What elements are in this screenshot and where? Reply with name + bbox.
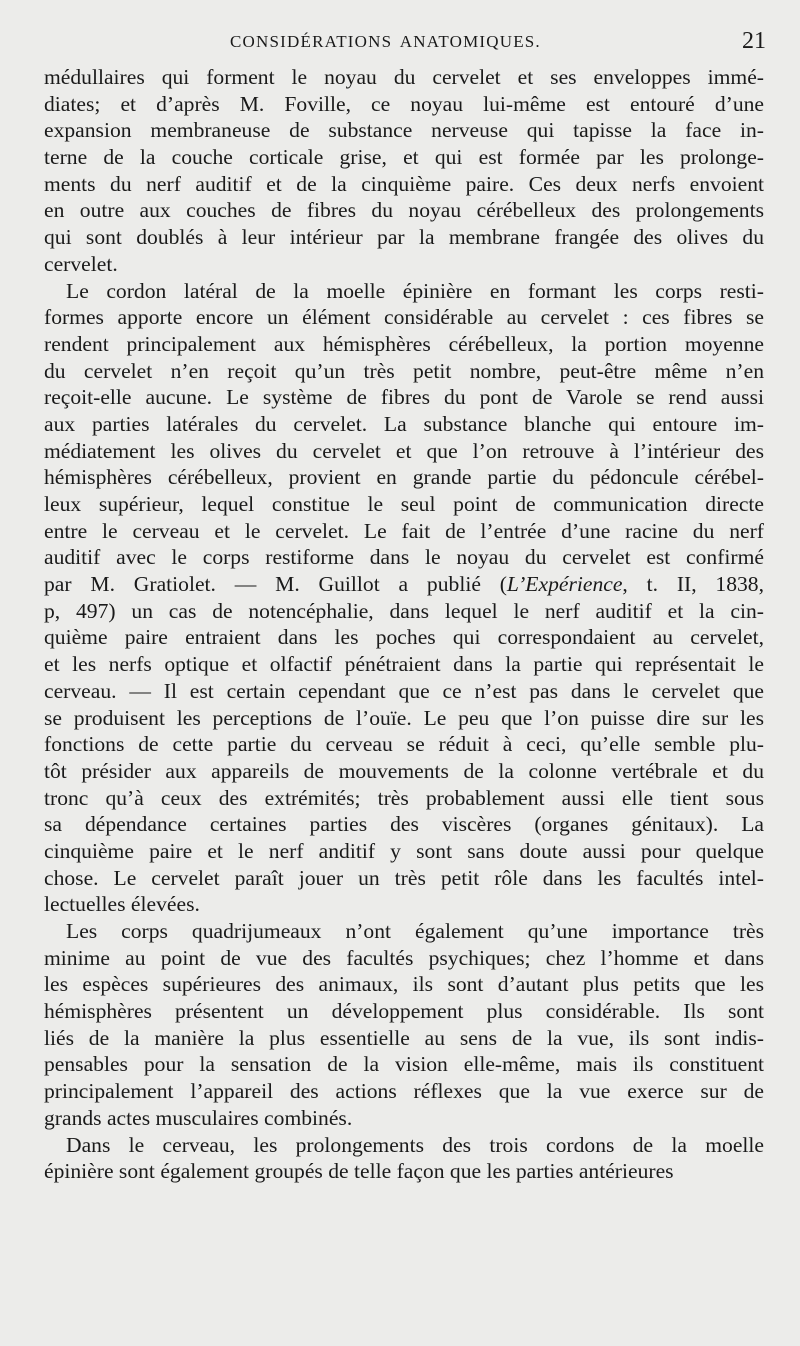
paragraph [44,918,764,1132]
text-line: cervelet. [44,251,118,276]
text-line: médiatement les olives du cervelet et que l’on retrouve à l’intérieur des [44,438,764,463]
text-line: en outre aux couches de fibres du noyau cérébelleux des prolongements [44,198,764,223]
text-line: minime au point de vue des facultés psychiques; chez l’homme et dans [44,945,764,970]
text-line: sa dépendance certaines parties des viscères (organes génitaux). La [44,812,764,837]
paragraph [44,1132,764,1185]
text-line: rendent principalement aux hémisphères cérébelleux, la portion moyenne [44,331,764,356]
text-line: médullaires qui forment le noyau du cervelet et ses enveloppes immé- [44,65,764,89]
text-line: diates; et d’après M. Foville, ce noyau lui-même est entouré d’une [44,91,764,116]
text-line: hémisphères présentent un développement plus considérable. Ils sont [44,999,764,1024]
text-line: tronc qu’à ceux des extrémités; très probablement aussi elle tient sous [44,785,764,810]
running-title: CONSIDÉRATIONS ANATOMIQUES. [230,32,541,51]
text-line: terne de la couche corticale grise, et qui est formée par les prolonge- [44,145,764,170]
text-line: les espèces supérieures des animaux, ils sont d’autant plus petits que les [44,972,764,997]
text-line: qui sont doublés à leur intérieur par la membrane frangée des olives du [44,225,764,250]
text-line: se produisent les perceptions de l’ouïe. Le peu que l’on puisse dire sur les [44,705,764,730]
text-line: du cervelet n’en reçoit qu’un très petit nombre, peut-être même n’en [44,358,764,383]
text-line: cerveau. — Il est certain cependant que ce n’est pas dans le cervelet que [44,678,764,703]
body-text [44,64,764,1185]
text-line: hémisphères cérébelleux, provient en grande partie du pédoncule cérébel- [44,465,764,490]
text-line: grands actes musculaires combinés. [44,1105,353,1130]
text-line: quième paire entraient dans les poches qui correspondaient au cervelet, [44,625,764,650]
text-line: et les nerfs optique et olfactif pénétraient dans la partie qui représentait le [44,652,764,677]
page-number: 21 [742,28,766,54]
text-line: fonctions de cette partie du cerveau se réduit à ceci, qu’elle semble plu- [44,732,764,757]
text-line: tôt présider aux appareils de mouvements de la colonne vertébrale et du [44,758,764,783]
text-line: Les corps quadrijumeaux n’ont également qu’une importance très [66,919,764,943]
text-line: liés de la manière la plus essentielle au sens de la vue, ils sont indis- [44,1025,764,1050]
text-line: épinière sont également groupés de telle façon que les parties antérieures [44,1159,674,1184]
paragraph [44,278,764,919]
text-line: auditif avec le corps restiforme dans le noyau du cervelet est confirmé [44,545,764,570]
text-line: ments du nerf auditif et de la cinquième paire. Ces deux nerfs envoient [44,171,764,196]
text-line: leux supérieur, lequel constitue le seul point de communication directe [44,492,764,516]
text-line: aux parties latérales du cervelet. La substance blanche qui entoure im- [44,411,764,436]
text-line: par M. Gratiolet. — M. Guillot a publié (L’Expérience, t. II, 1838, [44,572,765,597]
text-line: principalement l’appareil des actions réflexes que la vue exerce sur de [44,1079,764,1104]
paragraph [44,64,764,278]
text-line: reçoit-elle aucune. Le système de fibres du pont de Varole se rend aussi [44,385,764,410]
text-line: formes apporte encore un élément considérable au cervelet : ces fibres se [44,305,764,330]
text-line: cinquième paire et le nerf anditif y sont sans doute aussi pour quelque [44,838,764,863]
text-line: lectuelles élevées. [44,892,200,917]
text-line: chose. Le cervelet paraît jouer un très petit rôle dans les facultés intel- [44,865,764,890]
text-line: expansion membraneuse de substance nerveuse qui tapisse la face in- [44,118,764,143]
text-line: Dans le cerveau, les prolongements des trois cordons de la moelle [66,1132,764,1157]
text-line: p, 497) un cas de notencéphalie, dans lequel le nerf auditif et la cin- [44,598,764,623]
text-line: entre le cerveau et le cervelet. Le fait de l’entrée d’une racine du nerf [44,518,764,543]
text-line: pensables pour la sensation de la vision elle-même, mais ils constituent [44,1052,764,1077]
text-line: Le cordon latéral de la moelle épinière en formant les corps resti- [66,278,764,303]
page-header [44,28,766,62]
